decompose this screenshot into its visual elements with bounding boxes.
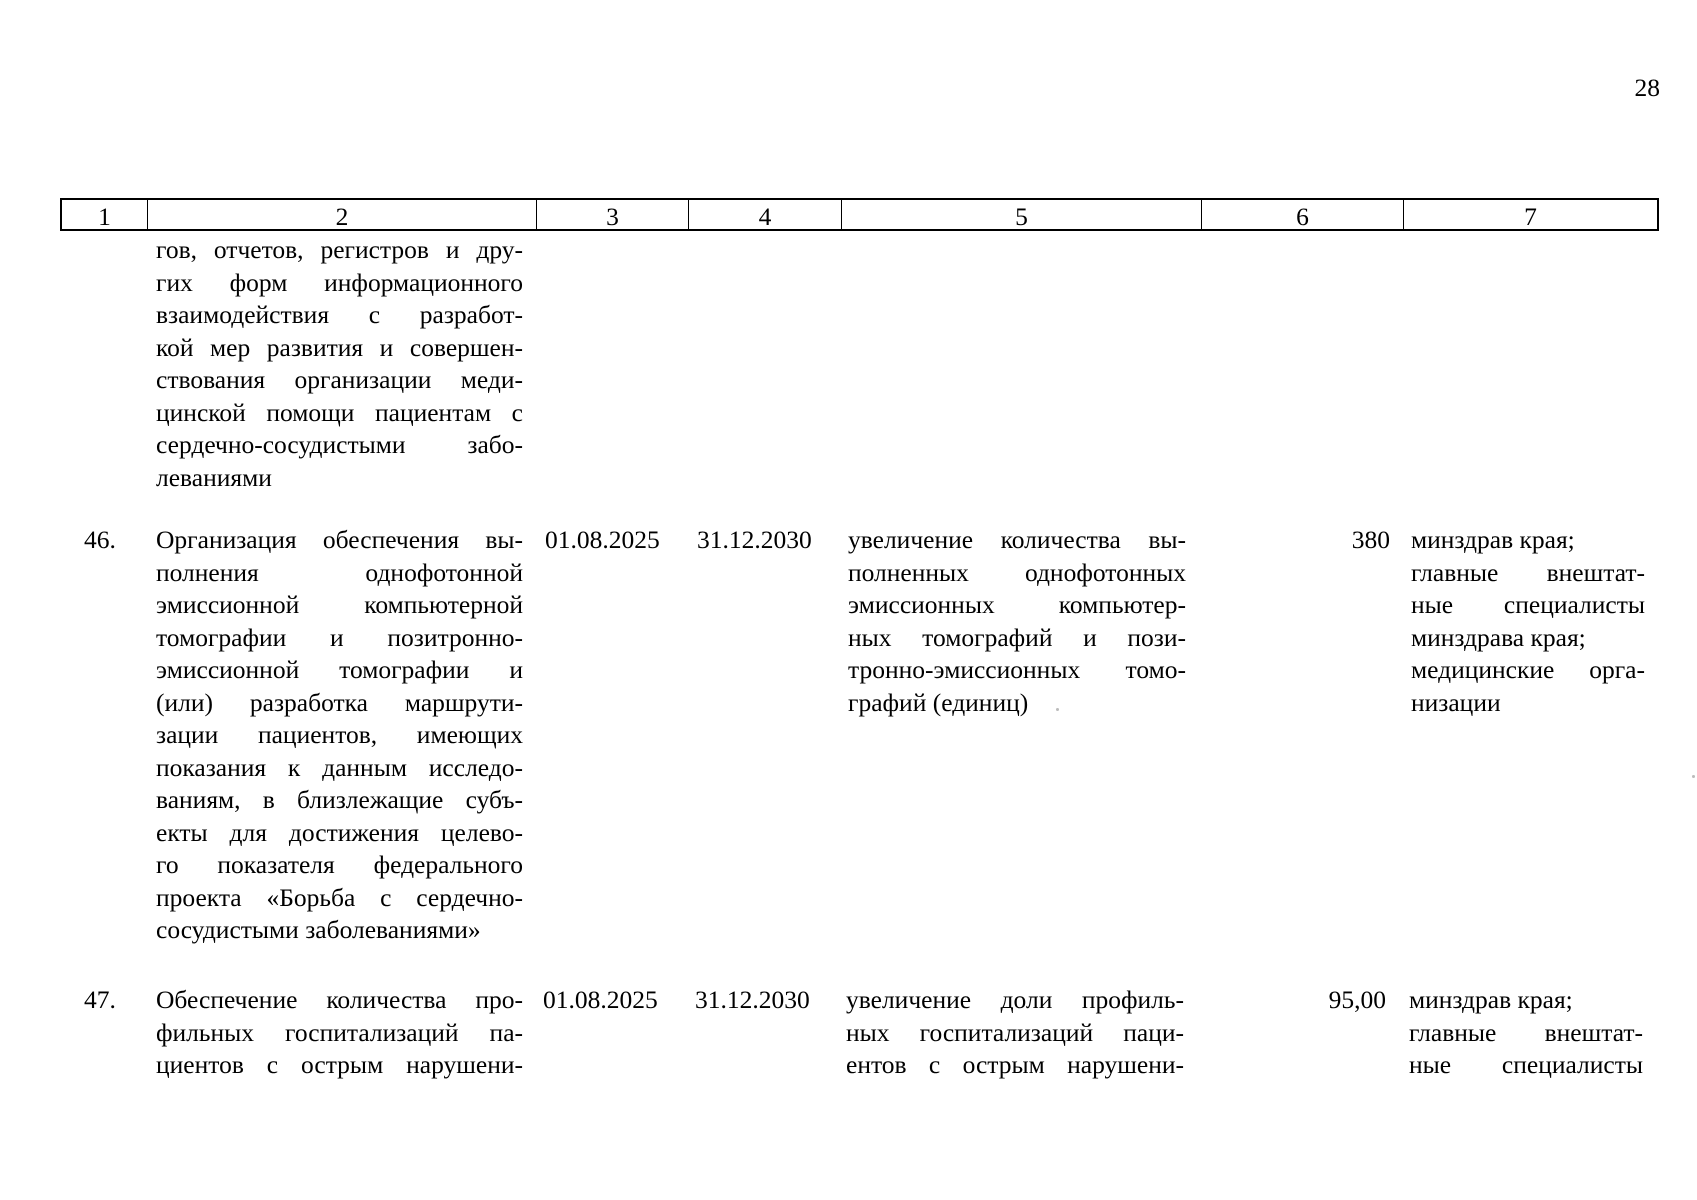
text-line: ных госпитализаций паци- bbox=[846, 1017, 1184, 1047]
header-cell-1: 1 bbox=[62, 200, 148, 229]
text-line: эмиссионной томографии и bbox=[156, 655, 523, 684]
text-line: зации пациентов, имеющих bbox=[156, 720, 523, 749]
text-line: медицинские орга- bbox=[1411, 655, 1645, 684]
text-line: леваниями bbox=[156, 462, 272, 492]
text-line: ентов с острым нарушени- bbox=[846, 1050, 1184, 1079]
text-line: ных томографий и пози- bbox=[848, 622, 1186, 652]
text-line: томографии и позитронно- bbox=[156, 622, 523, 652]
row-47-result bbox=[846, 984, 1184, 1082]
text-line: ные специалисты bbox=[1411, 590, 1645, 619]
page-number: 28 bbox=[1634, 73, 1660, 102]
text-line: цинской помощи пациентам с bbox=[156, 397, 523, 427]
text-line: минздрава края; bbox=[1411, 622, 1586, 652]
text-line: эмиссионных компьютер- bbox=[848, 590, 1186, 619]
text-line: увеличение количества вы- bbox=[848, 525, 1186, 554]
text-line: екты для достижения целево- bbox=[156, 817, 523, 847]
scan-speck bbox=[1056, 708, 1059, 711]
text-line: минздрав края; bbox=[1409, 985, 1573, 1014]
text-line: графий (единиц) bbox=[848, 687, 1029, 717]
row-46-number: 46. bbox=[84, 525, 116, 554]
text-line: кой мер развития и совершен- bbox=[156, 332, 523, 362]
text-line: гих форм информационного bbox=[156, 267, 523, 297]
text-line: проекта «Борьба с сердечно- bbox=[156, 882, 523, 912]
text-line: тронно-эмиссионных томо- bbox=[848, 655, 1186, 684]
table-header-row bbox=[60, 198, 1659, 231]
text-line: главные внештат- bbox=[1411, 557, 1645, 587]
header-cell-4: 4 bbox=[689, 200, 842, 229]
text-line: Организация обеспечения вы- bbox=[156, 525, 523, 554]
row-47-end-date: 31.12.2030 bbox=[695, 985, 810, 1014]
text-line: главные внештат- bbox=[1409, 1017, 1643, 1047]
text-line: полнения однофотонной bbox=[156, 557, 523, 587]
text-line: Обеспечение количества про- bbox=[156, 985, 523, 1014]
text-line: минздрав края; bbox=[1411, 525, 1575, 554]
text-line: сосудистыми заболеваниями» bbox=[156, 915, 481, 944]
continuation-description bbox=[156, 234, 523, 494]
text-line: показания к данным исследо- bbox=[156, 752, 523, 782]
header-cell-5: 5 bbox=[842, 200, 1202, 229]
row-47-value: 95,00 bbox=[1328, 985, 1386, 1014]
row-46-responsible bbox=[1411, 524, 1645, 719]
text-line: ные специалисты bbox=[1409, 1050, 1643, 1079]
text-line: увеличение доли профиль- bbox=[846, 985, 1184, 1014]
text-line: (или) разработка маршрути- bbox=[156, 687, 523, 717]
text-line: взаимодействия с разработ- bbox=[156, 300, 523, 329]
text-line: фильных госпитализаций па- bbox=[156, 1017, 523, 1047]
row-47-responsible bbox=[1409, 984, 1643, 1082]
row-46-result bbox=[848, 524, 1186, 719]
row-47-description bbox=[156, 984, 523, 1082]
text-line: ваниям, в близлежащие субъ- bbox=[156, 785, 523, 814]
scan-speck bbox=[1692, 775, 1695, 778]
header-cell-2: 2 bbox=[148, 200, 537, 229]
row-46-start-date: 01.08.2025 bbox=[545, 525, 660, 554]
row-46-value: 380 bbox=[1351, 525, 1390, 554]
text-line: эмиссионной компьютерной bbox=[156, 590, 523, 619]
text-line: ствования организации меди- bbox=[156, 365, 523, 394]
row-47-start-date: 01.08.2025 bbox=[543, 985, 658, 1014]
text-line: полненных однофотонных bbox=[848, 557, 1186, 587]
text-line: циентов с острым нарушени- bbox=[156, 1050, 523, 1079]
row-46-description bbox=[156, 524, 523, 947]
row-47-number: 47. bbox=[84, 985, 116, 1014]
text-line: гов, отчетов, регистров и дру- bbox=[156, 235, 523, 264]
text-line: го показателя федерального bbox=[156, 850, 523, 879]
header-cell-3: 3 bbox=[537, 200, 689, 229]
text-line: низации bbox=[1411, 687, 1501, 717]
header-cell-7: 7 bbox=[1524, 202, 1537, 231]
text-line: сердечно-сосудистыми забо- bbox=[156, 430, 523, 459]
row-46-end-date: 31.12.2030 bbox=[697, 525, 812, 554]
header-cell-6: 6 bbox=[1202, 200, 1404, 229]
